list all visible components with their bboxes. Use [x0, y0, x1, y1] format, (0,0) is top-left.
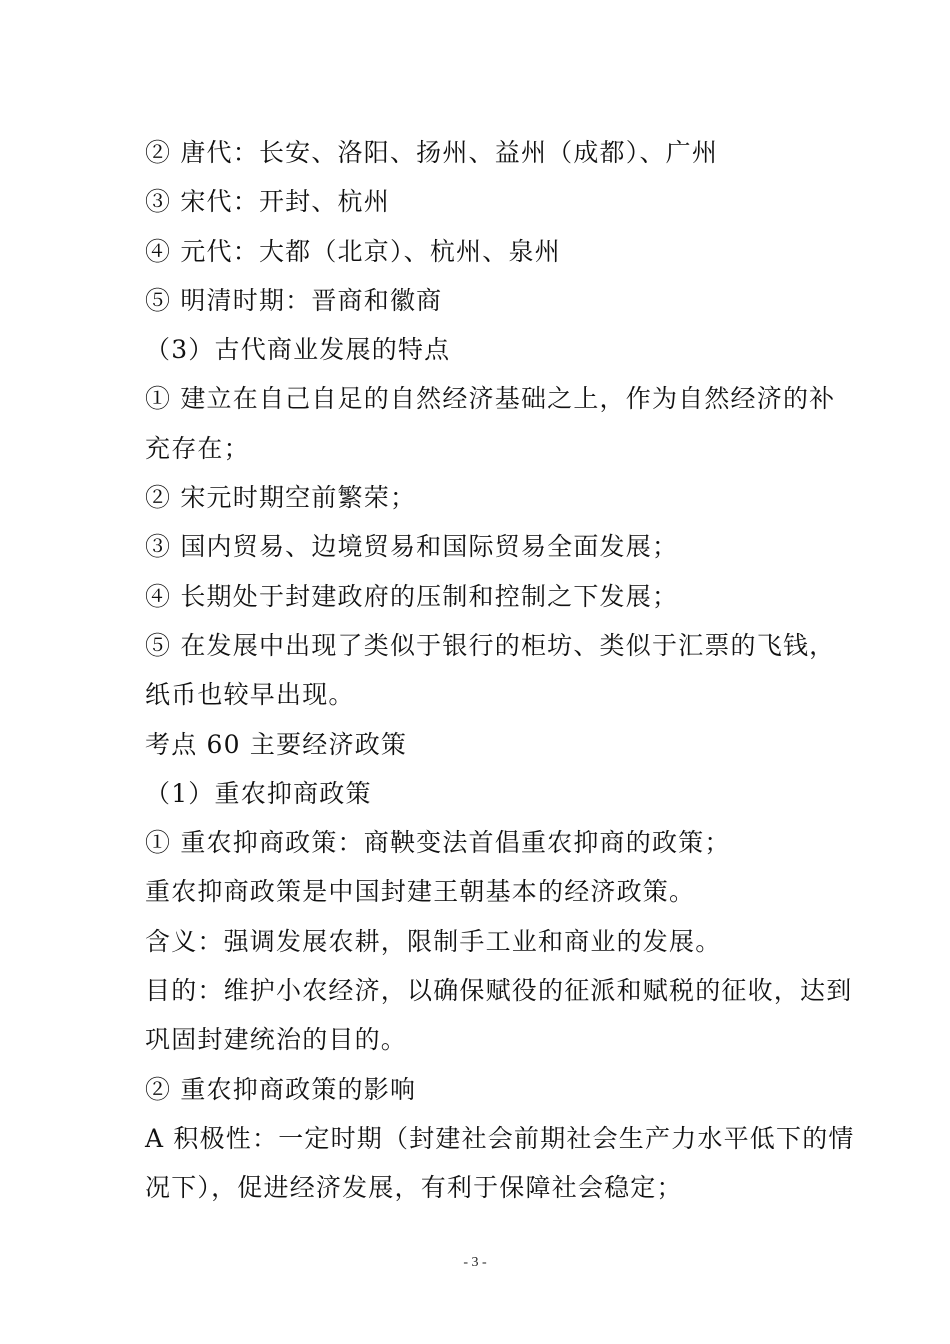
text-line: ③ 国内贸易、边境贸易和国际贸易全面发展； — [145, 532, 679, 562]
text-line: 目的：维护小农经济，以确保赋役的征派和赋税的征收，达到 — [145, 976, 853, 1006]
text-line: 巩固封建统治的目的。 — [145, 1025, 408, 1055]
page-number: - 3 - — [463, 1255, 487, 1270]
text-line: 重农抑商政策是中国封建王朝基本的经济政策。 — [145, 877, 696, 907]
topic-heading: 考点 60 主要经济政策 — [145, 729, 408, 759]
text-line: 充存在； — [145, 433, 250, 463]
body-text — [145, 128, 855, 1213]
text-line: ① 建立在自己自足的自然经济基础之上，作为自然经济的补 — [145, 384, 836, 414]
text-line: ① 重农抑商政策：商鞅变法首倡重农抑商的政策； — [145, 828, 731, 858]
text-line: ② 唐代：长安、洛阳、扬州、益州（成都）、广州 — [145, 138, 719, 167]
section-heading: （3）古代商业发展的特点 — [145, 335, 451, 365]
text-line: ② 宋元时期空前繁荣； — [145, 483, 417, 513]
text-line: ④ 元代：大都（北京）、杭州、泉州 — [145, 236, 561, 266]
text-line: 况下），促进经济发展，有利于保障社会稳定； — [145, 1173, 683, 1203]
text-line: A 积极性：一定时期（封建社会前期社会生产力水平低下的情 — [145, 1123, 855, 1153]
text-line: 含义：强调发展农耕，限制手工业和商业的发展。 — [145, 926, 722, 956]
text-line: ⑤ 在发展中出现了类似于银行的柜坊、类似于汇票的飞钱， — [145, 630, 836, 660]
section-heading: （1）重农抑商政策 — [145, 778, 372, 808]
text-line: 纸币也较早出现。 — [145, 680, 355, 710]
text-line: ④ 长期处于封建政府的压制和控制之下发展； — [145, 581, 679, 611]
text-line: ⑤ 明清时期：晋商和徽商 — [145, 285, 443, 315]
text-line: ② 重农抑商政策的影响 — [145, 1074, 417, 1104]
text-line: ③ 宋代：开封、杭州 — [145, 187, 390, 217]
